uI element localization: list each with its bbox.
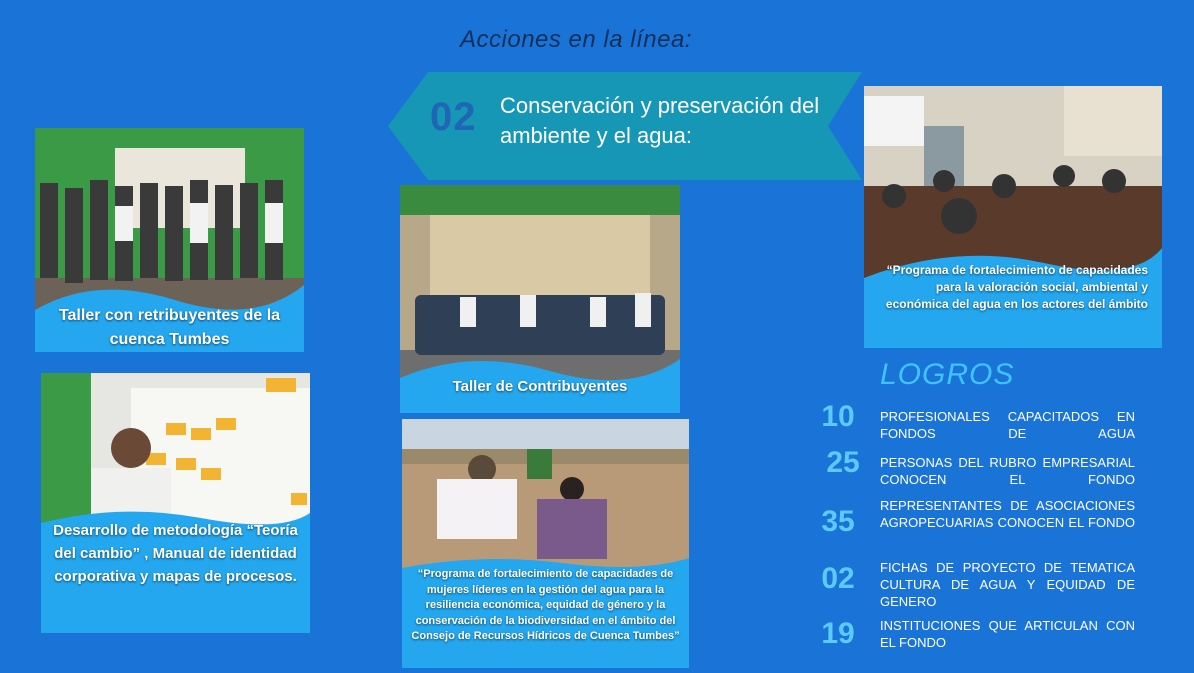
section-heading: Acciones en la línea: bbox=[460, 26, 692, 53]
logros-title: LOGROS bbox=[880, 358, 1015, 391]
stat-value: 02 bbox=[821, 562, 855, 595]
caption-contribuyentes: Taller de Contribuyentes bbox=[452, 378, 628, 395]
caption-mujeres: “Programa de fortalecimiento de capacidades de mujeres líderes en la gestión del agua para la resiliencia económica, equidad de género y la conservación de la biodiversidad en el ámbito del Consejo de Recursos Hídricos de Cuenca Tumbes” bbox=[411, 568, 680, 642]
caption-valoracion: “Programa de fortalecimiento de capacidades para la valoración social, ambiental y económica del agua en los actores del ámbito bbox=[885, 263, 1148, 311]
stat-label: PROFESIONALES CAPACITADOS EN FONDOS DE AGUA bbox=[880, 409, 1135, 441]
card-metodologia bbox=[41, 373, 310, 633]
stat-value: 19 bbox=[821, 617, 855, 650]
card-programa-mujeres bbox=[402, 419, 689, 668]
banner-title: Conservación y preservación del ambiente y el agua: bbox=[500, 93, 820, 148]
card-taller-retribuyentes bbox=[35, 128, 304, 352]
stat-value: 25 bbox=[826, 446, 860, 479]
caption-retribuyentes: Taller con retribuyentes de la cuenca Tumbes bbox=[58, 307, 281, 348]
card-taller-contribuyentes bbox=[400, 185, 680, 413]
caption-metodologia: Desarrollo de metodología “Teoría del cambio” , Manual de identidad corporativa y mapas de procesos. bbox=[53, 522, 298, 585]
stat-label: INSTITUCIONES QUE ARTICULAN CON EL FONDO bbox=[880, 618, 1135, 650]
stat-label: PERSONAS DEL RUBRO EMPRESARIAL CONOCEN EL FONDO bbox=[880, 455, 1135, 487]
banner-number: 02 bbox=[430, 95, 477, 139]
stat-value: 35 bbox=[821, 505, 855, 538]
card-programa-valoracion bbox=[864, 86, 1162, 348]
stat-value: 10 bbox=[821, 400, 855, 433]
stat-label: REPRESENTANTES DE ASOCIACIONES AGROPECUARIAS CONOCEN EL FONDO bbox=[880, 498, 1135, 530]
stat-label: FICHAS DE PROYECTO DE TEMATICA CULTURA DE AGUA Y EQUIDAD DE GENERO bbox=[880, 560, 1135, 609]
